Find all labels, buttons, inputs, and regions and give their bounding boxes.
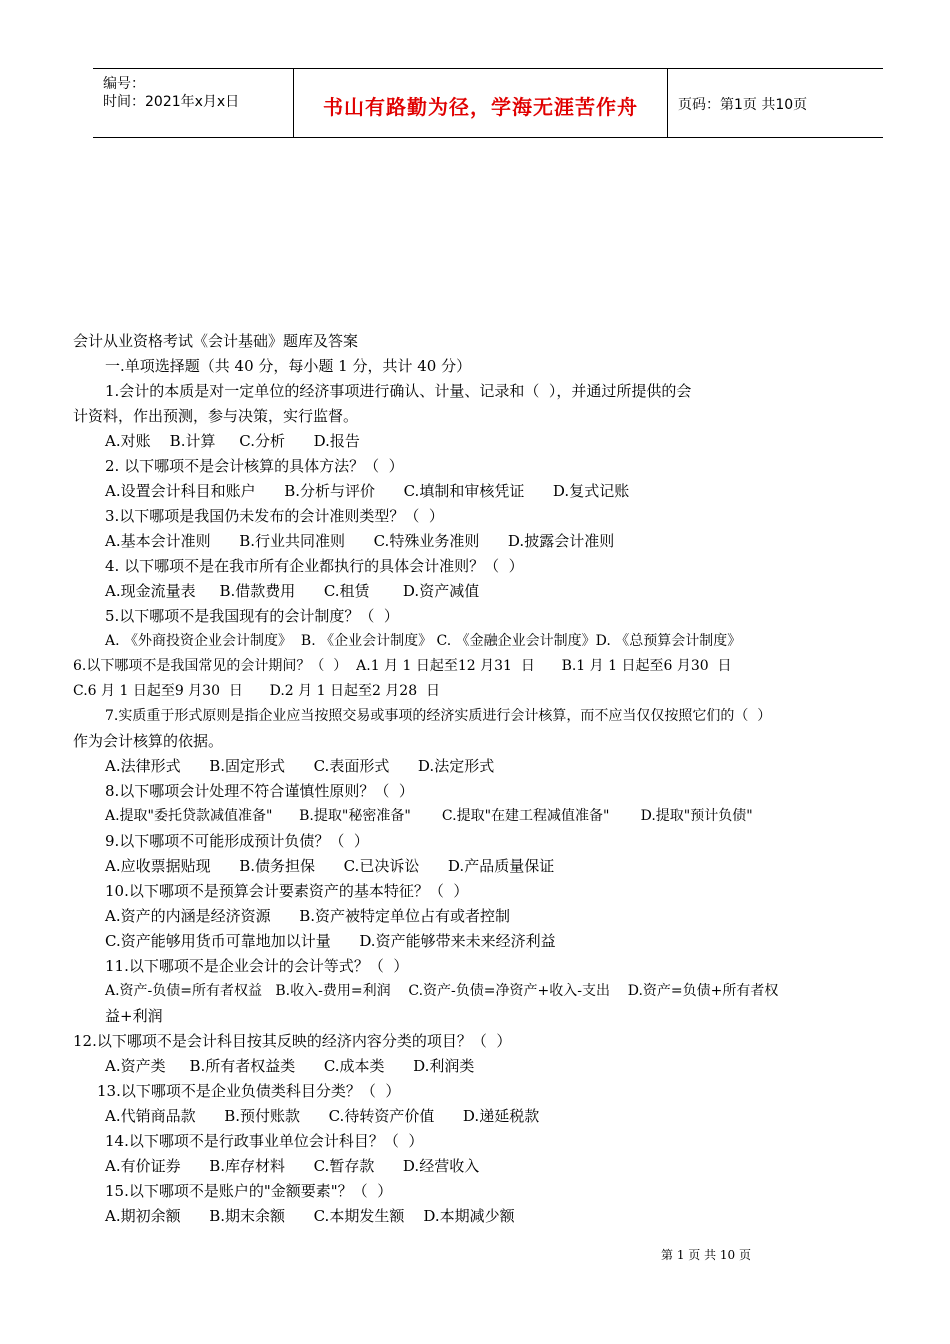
question-line: 10.以下哪项不是预算会计要素资产的基本特征？（ ） [105,882,469,900]
options-line: A. 《外商投资企业会计制度》 B. 《企业会计制度》 C. 《金融企业会计制度》D. 《总预算会计制度》 [105,633,742,649]
options-line: A.期初余额 B.期末余额 C.本期发生额 D.本期减少额 [105,1207,515,1225]
options-line: 益+利润 [105,1007,163,1025]
header-motto: 书山有路勤为径，学海无涯苦作舟 [323,95,638,119]
document-time-label: 时间：2021年x月x日 [103,94,240,110]
options-line: A.法律形式 B.固定形式 C.表面形式 D.法定形式 [105,757,495,775]
question-line: 作为会计核算的依据。 [73,732,224,750]
options-line: A.资产的内涵是经济资源 B.资产被特定单位占有或者控制 [105,907,511,925]
header-motto-cell [294,69,668,137]
question-line: 15.以下哪项不是账户的"金额要素"？（ ） [105,1182,393,1200]
options-line: A.设置会计科目和账户 B.分析与评价 C.填制和审核凭证 D.复式记账 [105,482,630,500]
question-line: 9.以下哪项不可能形成预计负债？（ ） [105,832,369,850]
options-line: A.提取"委托贷款减值准备" B.提取"秘密准备" C.提取"在建工程减值准备" D.提取"预计负债" [105,808,753,824]
options-line: A.代销商品款 B.预付账款 C.待转资产价值 D.递延税款 [105,1107,540,1125]
question-line: 1.会计的本质是对一定单位的经济事项进行确认、计量、记录和（ ），并通过所提供的会 [105,382,692,400]
options-line: A.对账 B.计算 C.分析 D.报告 [105,432,360,450]
question-line: 6.以下哪项不是我国常见的会计期间？（ ） A.1 月 1 日起至12 月31 日 B.1 月 1 日起至6 月30 日 [73,658,732,674]
question-line: 5.以下哪项不是我国现有的会计制度？（ ） [105,607,399,625]
options-line: A.基本会计准则 B.行业共同准则 C.特殊业务准则 D.披露会计准则 [105,532,615,550]
header-page-cell [668,69,883,137]
page-header [93,68,883,138]
options-line: A.应收票据贴现 B.债务担保 C.已决诉讼 D.产品质量保证 [105,857,555,875]
page-footer: 第 1 页 共 10 页 [661,1248,751,1262]
question-line: 12.以下哪项不是会计科目按其反映的经济内容分类的项目？（ ） [73,1032,512,1050]
options-line: C.资产能够用货币可靠地加以计量 D.资产能够带来未来经济利益 [105,932,556,950]
options-line: A.有价证券 B.库存材料 C.暂存款 D.经营收入 [105,1157,480,1175]
header-page-info: 页码：第1页 共10页 [678,97,808,113]
question-line: 13.以下哪项不是企业负债类科目分类？（ ） [97,1082,401,1100]
document-number-label: 编号： [103,76,145,92]
question-line: 计资料，作出预测，参与决策，实行监督。 [73,407,359,425]
options-line: A.资产-负债=所有者权益 B.收入-费用=利润 C.资产-负债=净资产+收入-支出 D.资产=负债+所有者权 [105,983,779,999]
question-line: 7.实质重于形式原则是指企业应当按照交易或事项的经济实质进行会计核算，而不应当仅仅按照它们的（ ） [105,708,772,724]
header-info-cell [93,69,294,137]
document-title: 会计从业资格考试《会计基础》题库及答案 [73,332,359,350]
question-line: 11.以下哪项不是企业会计的会计等式？（ ） [105,957,409,975]
options-line: A.现金流量表 B.借款费用 C.租赁 D.资产减值 [105,582,480,600]
options-line: C.6 月 1 日起至9 月30 日 D.2 月 1 日起至2 月28 日 [73,683,441,699]
question-line: 8.以下哪项会计处理不符合谨慎性原则？（ ） [105,782,414,800]
question-line: 4. 以下哪项不是在我市所有企业都执行的具体会计准则？（ ） [105,557,524,575]
question-line: 3.以下哪项是我国仍未发布的会计准则类型？（ ） [105,507,444,525]
question-line: 2. 以下哪项不是会计核算的具体方法？（ ） [105,457,404,475]
section-heading: 一.单项选择题（共 40 分，每小题 1 分，共计 40 分） [105,357,472,375]
question-line: 14.以下哪项不是行政事业单位会计科目？（ ） [105,1132,424,1150]
options-line: A.资产类 B.所有者权益类 C.成本类 D.利润类 [105,1057,475,1075]
